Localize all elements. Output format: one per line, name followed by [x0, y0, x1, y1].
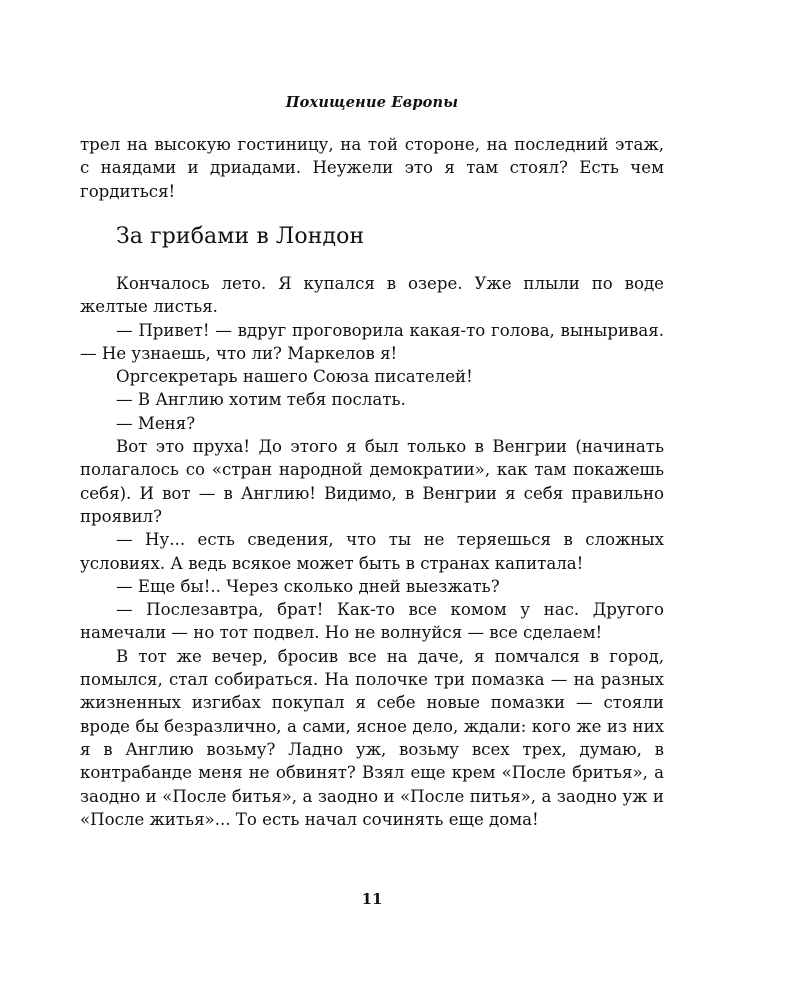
paragraph: — Ну... есть сведения, что ты не теряешься в сложных условиях. А ведь всякое может быть в странах капитала!: [80, 530, 664, 573]
paragraph: — Еще бы!.. Через сколько дней выезжать?: [116, 576, 500, 596]
chapter-body: [80, 272, 664, 831]
paragraph: Кончалось лето. Я купался в озере. Уже плыли по воде желтые листья.: [80, 274, 664, 317]
page-number: 11: [361, 890, 383, 908]
paragraph: — В Англию хотим тебя послать.: [116, 390, 406, 410]
paragraph: — Послезавтра, брат! Как-то все комом у нас. Другого намечали — но тот подвел. Но не волнуйся — все сделаем!: [80, 600, 664, 643]
book-page: [80, 0, 664, 1000]
intro-paragraph: трел на высокую гостиницу, на той стороне, на последний этаж, с наядами и дриадами. Неужели это я там стоял? Есть чем гордиться!: [80, 135, 664, 201]
paragraph: В тот же вечер, бросив все на даче, я помчался в город, помылся, стал собираться. На полочке три помазка — на разных жизненных изгибах покупал я себе новые помазки — стояли вроде бы безразлично, а сами, ясное дело, ждали: кого же из них я в Англию возьму? Ладно уж, возьму всех трех, думаю, в контрабанде меня не обвинят? Взял еще крем «После бритья», а заодно и «После битья», а заодно и «После питья», а заодно уж и «После житья»... То есть начал сочинять еще дома!: [80, 646, 664, 829]
paragraph: — Привет! — вдруг проговорила какая-то голова, выныривая. — Не узнаешь, что ли? Маркелов я!: [80, 320, 664, 363]
running-head: Похищение Европы: [285, 94, 459, 111]
paragraph: — Меня?: [116, 413, 196, 433]
paragraph: Вот это пруха! До этого я был только в Венгрии (начинать полагалось со «стран народной демократии», как там покажешь себя). И вот — в Англию! Видимо, в Венгрии я себя правильно проявил?: [80, 437, 664, 526]
intro-text: [80, 133, 664, 203]
chapter-title: За грибами в Лондон: [116, 224, 365, 249]
paragraph: Оргсекретарь нашего Союза писателей!: [116, 367, 473, 387]
